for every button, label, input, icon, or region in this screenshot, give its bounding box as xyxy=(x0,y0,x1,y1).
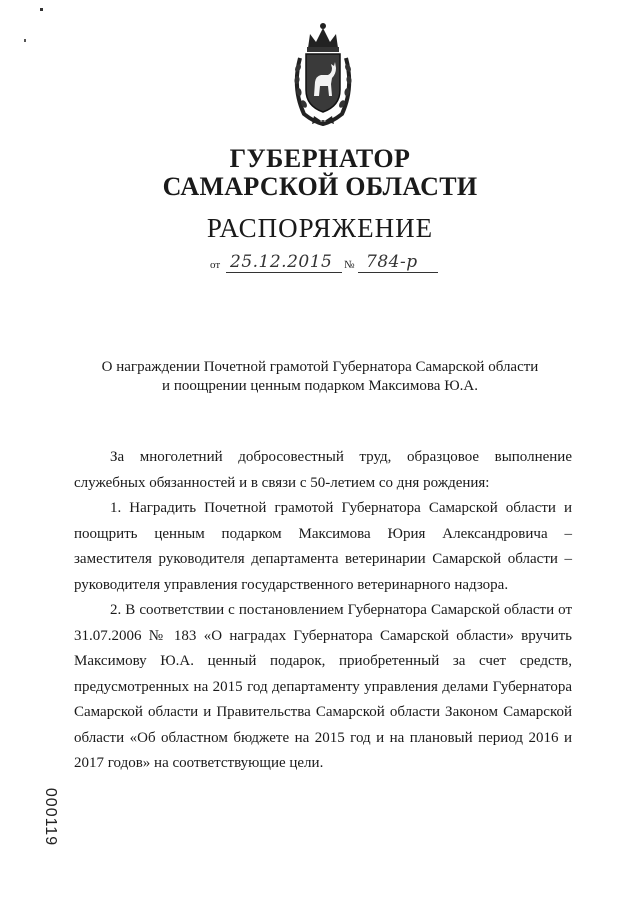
title-line-2: и поощрении ценным подарком Максимова Ю.А. xyxy=(162,378,478,394)
date-underline xyxy=(226,272,342,273)
coat-of-arms-emblem xyxy=(290,18,356,126)
number-label: № xyxy=(344,259,355,271)
from-label: от xyxy=(210,259,221,271)
document-type-heading: РАСПОРЯЖЕНИЕ xyxy=(206,213,434,243)
scan-speck xyxy=(24,39,26,42)
body-paragraph-item-1: 1. Наградить Почетной грамотой Губернатора Самарской области и поощрить ценным подарком Максимова Юрия Александровича – заместителя руководителя департамента ветеринарии Самарской области – руководителя управления государственного ветеринарного надзора. xyxy=(74,500,572,593)
registration-stamp-code: 000119 xyxy=(42,787,59,847)
title-line-1: О награждении Почетной грамотой Губернатора Самарской области xyxy=(101,359,539,375)
samara-coat-of-arms-icon xyxy=(290,18,356,126)
body-paragraph-preamble: За многолетний добросовестный труд, образцовое выполнение служебных обязанностей и в связи с 50-летием со дня рождения: xyxy=(74,449,572,491)
scan-speck xyxy=(40,8,43,11)
document-body xyxy=(74,445,572,777)
body-paragraph-item-2: 2. В соответствии с постановлением Губернатора Самарской области от 31.07.2006 № 183 «О наградах Губернатора Самарской области» вручить Максимову Ю.А. ценный подарок, приобретенный за счет средств, предусмотренных на 2015 год департаменту управления делами Губернатора Самарской области и Правительства Самарской области Законом Самарской области «Об областном бюджете на 2015 год и на плановый период 2016 и 2017 годов» на соответствующие цели. xyxy=(74,602,572,771)
handwritten-date: 25.12.2015 xyxy=(230,252,333,272)
registration-stamp xyxy=(38,775,62,865)
handwritten-number: 784-р xyxy=(366,252,418,272)
date-number-line xyxy=(210,253,450,277)
document-title xyxy=(60,358,580,396)
header-governor: ГУБЕРНАТОР xyxy=(229,144,411,173)
header-region: САМАРСКОЙ ОБЛАСТИ xyxy=(162,172,478,201)
number-underline xyxy=(358,272,438,273)
